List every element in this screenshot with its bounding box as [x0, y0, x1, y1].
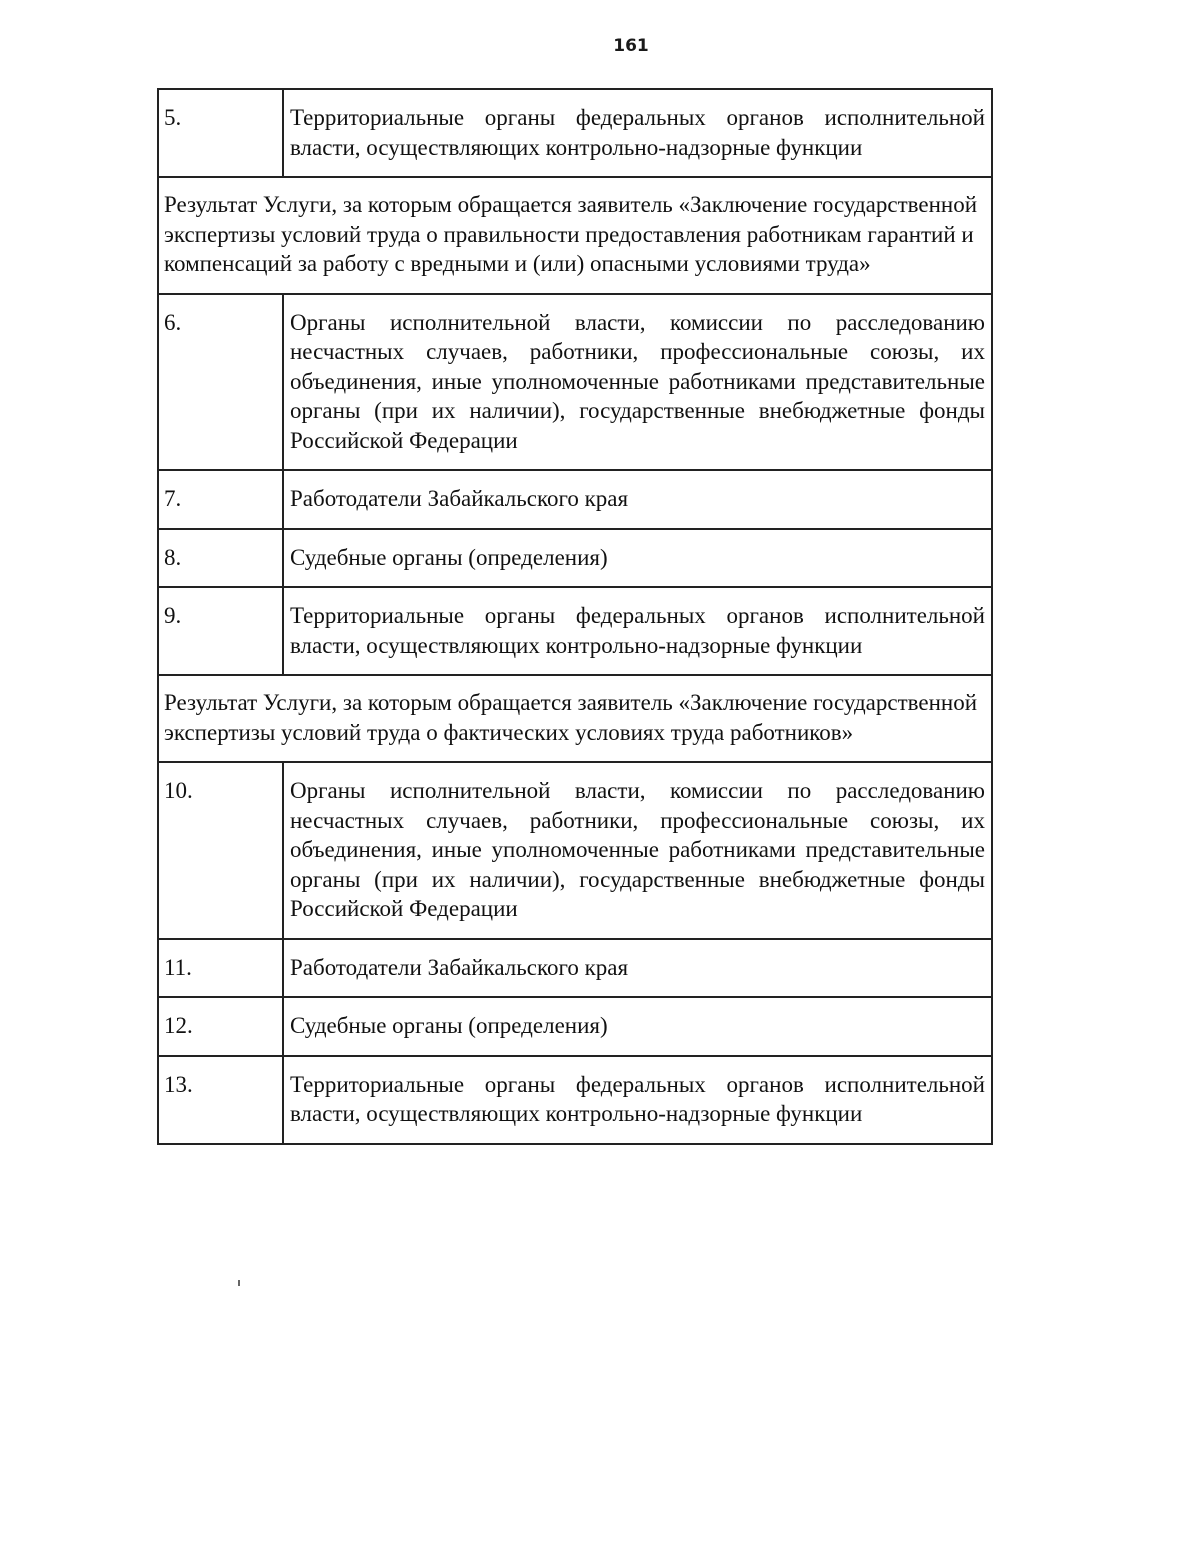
table-row	[158, 529, 992, 588]
page-number: 161	[613, 36, 649, 56]
row-number: 11.	[158, 939, 283, 998]
row-text: Территориальные органы федеральных органов исполнительной власти, осуществляющих контрольно-надзорные функции	[283, 587, 992, 675]
row-text: Работодатели Забайкальского края	[283, 470, 992, 529]
table-row	[158, 762, 992, 939]
recipients-table	[157, 88, 993, 1145]
row-number: 6.	[158, 294, 283, 471]
table-row	[158, 587, 992, 675]
row-text: Работодатели Забайкальского края	[283, 939, 992, 998]
row-text: Судебные органы (определения)	[283, 997, 992, 1056]
row-text: Органы исполнительной власти, комиссии по расследованию несчастных случаев, работники, профессиональные союзы, их объединения, иные уполномоченные работниками представительные органы (при их наличии), государственные внебюджетные фонды Российской Федерации	[283, 294, 992, 471]
table-row	[158, 89, 992, 177]
row-text: Органы исполнительной власти, комиссии по расследованию несчастных случаев, работники, профессиональные союзы, их объединения, иные уполномоченные работниками представительные органы (при их наличии), государственные внебюджетные фонды Российской Федерации	[283, 762, 992, 939]
row-number: 12.	[158, 997, 283, 1056]
row-number: 8.	[158, 529, 283, 588]
row-text: Территориальные органы федеральных органов исполнительной власти, осуществляющих контрольно-надзорные функции	[283, 1056, 992, 1144]
section-heading-row	[158, 177, 992, 294]
row-number: 9.	[158, 587, 283, 675]
scan-speck	[238, 1280, 240, 1286]
row-number: 7.	[158, 470, 283, 529]
table-row	[158, 294, 992, 471]
row-text: Судебные органы (определения)	[283, 529, 992, 588]
table-row	[158, 939, 992, 998]
row-number: 10.	[158, 762, 283, 939]
table-row	[158, 1056, 992, 1144]
table-row	[158, 997, 992, 1056]
row-number: 13.	[158, 1056, 283, 1144]
section-heading-row	[158, 675, 992, 762]
row-text: Территориальные органы федеральных органов исполнительной власти, осуществляющих контрольно-надзорные функции	[283, 89, 992, 177]
section-heading: Результат Услуги, за которым обращается заявитель «Заключение государственной экспертизы условий труда о фактических условиях труда работников»	[158, 675, 992, 762]
table-row	[158, 470, 992, 529]
section-heading: Результат Услуги, за которым обращается заявитель «Заключение государственной экспертизы условий труда о правильности предоставления работникам гарантий и компенсаций за работу с вредными и (или) опасными условиями труда»	[158, 177, 992, 294]
row-number: 5.	[158, 89, 283, 177]
